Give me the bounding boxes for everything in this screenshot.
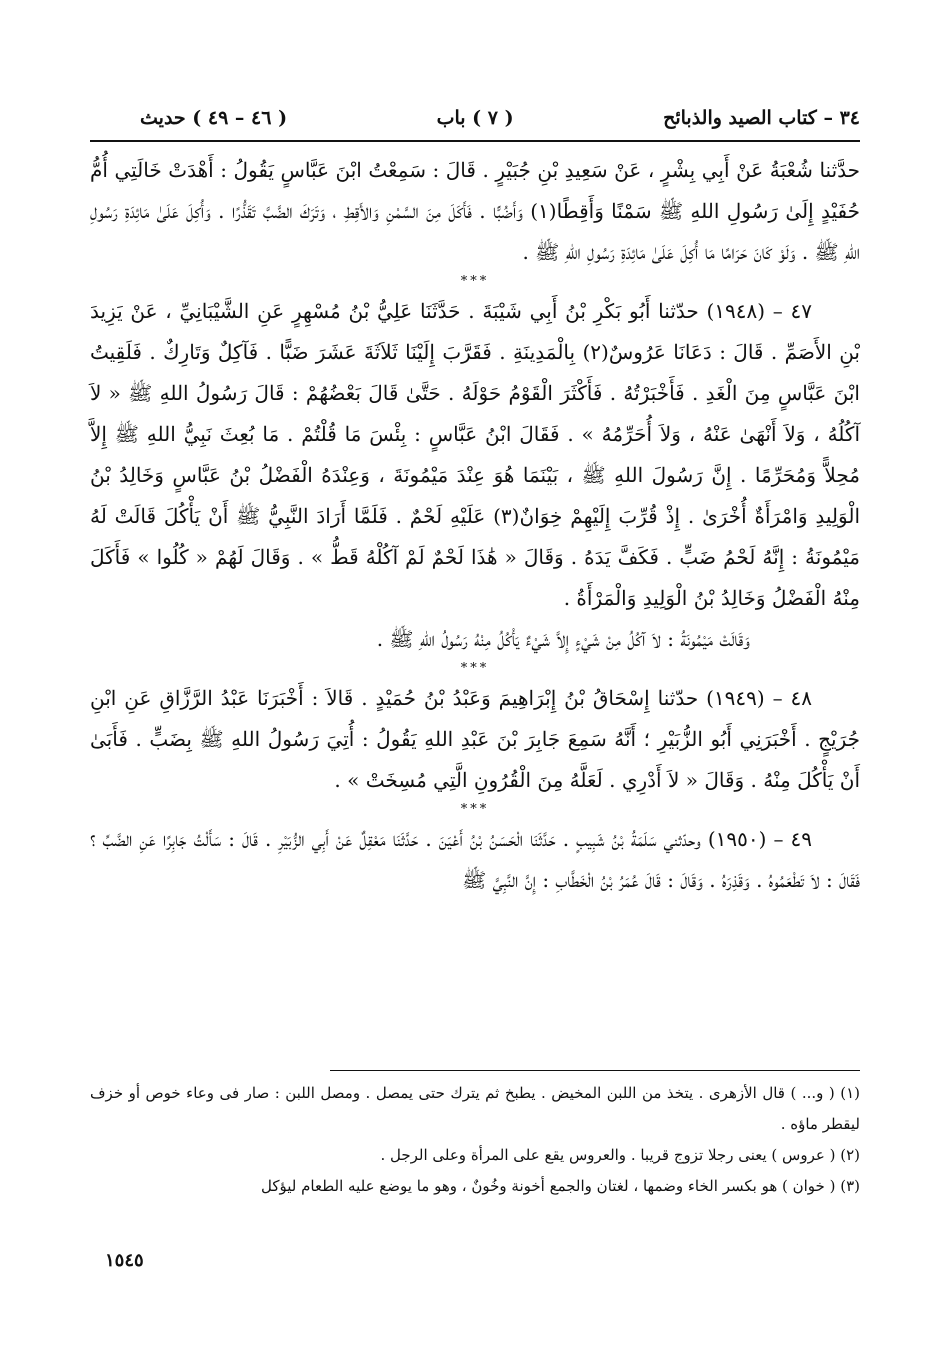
hadith-48: ٤٨ – (١٩٤٩) حدّثنا إِسْحَاقُ بْنُ إِبْرَاهِيمَ وَعَبْدُ بْنُ حُمَيْدٍ . قَالاَ : أَخْبَرَنَا عَبْدُ الرَّزَّاقِ عَنِ ابْنِ جُرَيْجٍ . أَخْبَرَنِي أَبُو الزُّبَيْرِ ؛ أَنَّهُ سَمِعَ جَابِرَ بْنَ عَبْدِ اللهِ يَقُولُ : أُتِيَ رَسُولُ اللهِ ﷺ بِضَبٍّ . فَأَبَىٰ أَنْ يَأْكُلَ مِنْهُ . وَقَالَ « لاَ أَدْرِي . لَعَلَّهُ مِنَ الْقُرُونِ الَّتِي مُسِخَتْ » . <box>90 686 860 792</box>
paragraph-continuation: حدَّثنا شُعْبَةُ عَنْ أَبِي بِشْرٍ ، عَنْ سَعِيدِ بْنِ جُبَيْرٍ . قَالَ : سَمِعْتُ ابْنَ عَبَّاسٍ يَقُولُ : أَهْدَتْ خَالَتِي أُمُّ حُفَيْدٍ إِلَىٰ رَسُولِ اللهِ ﷺ سَمْنًا وَأَقِطًا(١) وَأَضُبًّا . فَأَكَلَ مِنَ السَّمْنِ وَالأَقِطِ ، وَتَرَكَ الضَّبَّ تَقَذُّرًا . وَأُكِلَ عَلَىٰ مَائِدَةِ رَسُولِ اللهِ ﷺ . وَلَوْ كَانَ حَرَامًا مَا أُكِلَ عَلَىٰ مَائِدَةِ رَسُولِ اللهِ ﷺ . <box>90 158 860 264</box>
section-separator: *** <box>460 274 490 289</box>
running-header <box>140 98 860 138</box>
footnotes <box>90 1078 860 1202</box>
hadith-49: ٤٩ – (١٩٥٠) وحدّثني سَلَمَةُ بْنُ شَبِيبٍ . حَدَّثَنَا الْحَسَنُ بْنُ أَعْيَنَ . حَدَّثَنَا مَعْقِلٌ عَنْ أَبِي الزُّبَيْرِ . قَالَ : سَأَلْتُ جَابِرًا عَنِ الضَّبِّ ؟ فَقَالَ : لاَ تَطْعَمُوهُ . وَقَذِرَهُ . وَقَالَ : قَالَ عُمَرُ بْنُ الْخَطَّابِ : إِنَّ النَّبِيَّ ﷺ <box>90 827 860 892</box>
header-hadith-range: ( ٤٦ – ٤٩ ) حديث <box>140 107 288 129</box>
section-separator: *** <box>460 802 490 817</box>
header-divider <box>90 140 860 142</box>
section-separator: *** <box>460 661 490 676</box>
header-book-title: ٣٤ – كتاب الصيد والذبائح <box>663 107 860 129</box>
header-chapter: ( ٧ ) باب <box>436 107 514 129</box>
hadith-47-maymuna: وَقَالَتْ مَيْمُونَةُ : لاَ آكُلُ مِنْ شَيْءٍ إِلاَّ شَيْءٌ يَأْكُلُ مِنْهُ رَسُولُ اللهِ ﷺ . <box>376 627 750 651</box>
footnote-2: (٢) ( عروس ) يعنى رجلا تزوج قريبا . والعروس يقع على المرأة وعلى الرجل . <box>380 1146 860 1164</box>
footnote-1: (١) ( و... ) قال الأزهرى . يتخذ من اللبن المخيض . يطبخ ثم يترك حتى يمصل . ومصل اللبن : صار فى وعاء خوص أو خزف ليقطر ماؤه . <box>90 1084 860 1133</box>
footnote-divider <box>330 1070 860 1071</box>
hadith-47: ٤٧ – (١٩٤٨) حدّثنا أَبُو بَكْرِ بْنُ أَبِي شَيْبَةَ . حَدَّثَنَا عَلِيُّ بْنُ مُسْهِرٍ عَنِ الشَّيْبَانِيِّ ، عَنْ يَزِيدَ بْنِ الأَصَمِّ . قَالَ : دَعَانَا عَرُوسٌ(٢) بِالْمَدِينَةِ . فَقَرَّبَ إِلَيْنَا ثَلاَثَةَ عَشَرَ ضَبًّا . فَآكِلٌ وَتَارِكٌ . فَلَقِيتُ ابْنَ عَبَّاسٍ مِنَ الْغَدِ . فَأَخْبَرْتُهُ . فَأَكْثَرَ الْقَوْمُ حَوْلَهُ . حَتَّىٰ قَالَ بَعْضُهُمْ : قَالَ رَسُولُ اللهِ ﷺ « لاَ آكُلُهُ ، وَلاَ أَنْهَىٰ عَنْهُ ، وَلاَ أُحَرِّمُهُ » . فَقَالَ ابْنُ عَبَّاسٍ : بِئْسَ مَا قُلْتُمْ . مَا بُعِثَ نَبِيُّ اللهِ ﷺ إِلاَّ مُحِلاًّ وَمُحَرِّمًا . إِنَّ رَسُولَ اللهِ ﷺ ، بَيْنَمَا هُوَ عِنْدَ مَيْمُونَةَ ، وَعِنْدَهُ الْفَضْلُ بْنُ عَبَّاسٍ وَخَالِدُ بْنُ الْوَلِيدِ وَامْرَأَةٌ أُخْرَىٰ . إِذْ قُرِّبَ إِلَيْهِمْ خِوَانٌ(٣) عَلَيْهِ لَحْمٌ . فَلَمَّا أَرَادَ النَّبِيُّ ﷺ أَنْ يَأْكُلَ قَالَتْ لَهُ مَيْمُونَةُ : إِنَّهُ لَحْمُ ضَبٍّ . فَكَفَّ يَدَهُ . وَقَالَ « هَٰذَا لَحْمٌ لَمْ آكُلْهُ قَطُّ » . وَقَالَ لَهُمْ « كُلُوا » فَأَكَلَ مِنْهُ الْفَضْلُ وَخَالِدُ بْنُ الْوَلِيدِ وَالْمَرْأَةُ . <box>90 299 861 610</box>
main-text <box>90 150 860 901</box>
footnote-3: (٣) ( خوان ) هو بكسر الخاء وضمها ، لغتان والجمع أخونة وخُونٌ ، وهو ما يوضع عليه الطعام ليؤكل <box>261 1177 860 1195</box>
page-number: ١٥٤٥ <box>105 1250 144 1271</box>
